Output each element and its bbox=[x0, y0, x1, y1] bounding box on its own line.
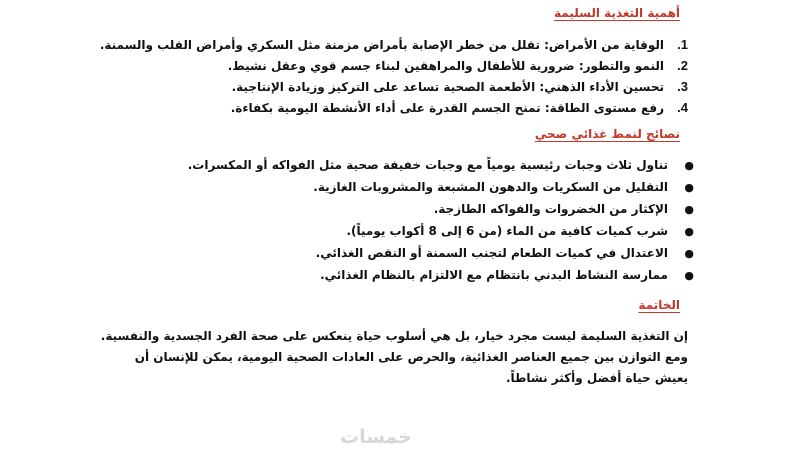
list-item bbox=[88, 79, 688, 100]
section-heading-tips: نصائح لنمط غذائي صحي bbox=[534, 127, 680, 141]
item-text: تحسين الأداء الذهني: الأطعمة الصحية تساعد على التركيز وزيادة الإنتاجية. bbox=[231, 80, 664, 94]
item-text: الإكثار من الخضروات والفواكه الطازجة. bbox=[433, 202, 668, 216]
list-item bbox=[88, 58, 688, 79]
bullet-icon: ● bbox=[684, 203, 694, 216]
item-number: 2. bbox=[677, 58, 688, 73]
section-heading-importance: أهمية التغذية السليمة bbox=[554, 6, 680, 20]
list-item bbox=[88, 37, 688, 58]
list-item bbox=[54, 268, 694, 290]
watermark-logo: خمسات bbox=[340, 426, 412, 448]
list-item bbox=[54, 224, 694, 246]
bullet-icon: ● bbox=[684, 225, 694, 238]
bullet-icon: ● bbox=[684, 159, 694, 172]
tips-list bbox=[54, 158, 694, 290]
importance-list bbox=[88, 37, 688, 121]
item-number: 4. bbox=[677, 100, 688, 115]
item-number: 1. bbox=[677, 37, 688, 52]
item-number: 3. bbox=[677, 79, 688, 94]
item-text: الوقاية من الأمراض: تقلل من خطر الإصابة بأمراض مزمنة مثل السكري وأمراض القلب والسمنة. bbox=[99, 38, 664, 52]
list-item bbox=[88, 100, 688, 121]
item-text: تناول ثلاث وجبات رئيسية يومياً مع وجبات خفيفة صحية مثل الفواكه أو المكسرات. bbox=[187, 158, 668, 172]
item-text: رفع مستوى الطاقة: تمنح الجسم القدرة على أداء الأنشطة اليومية بكفاءة. bbox=[230, 101, 664, 115]
bullet-icon: ● bbox=[684, 247, 694, 260]
list-item bbox=[54, 158, 694, 180]
list-item bbox=[54, 202, 694, 224]
item-text: الاعتدال في كميات الطعام لتجنب السمنة أو النقص الغذائي. bbox=[315, 246, 668, 260]
list-item bbox=[54, 246, 694, 268]
bullet-icon: ● bbox=[684, 181, 694, 194]
section-heading-conclusion: الخاتمة bbox=[638, 298, 680, 312]
conclusion-paragraph: إن التغذية السليمة ليست مجرد خيار، بل هي أسلوب حياة ينعكس على صحة الفرد الجسدية والنفسية. ومع التوازن بين جميع العناصر الغذائية، والحرص على العادات الصحية اليومية، يمكن للإنسان أن يعيش حياة أفضل وأكثر نشاطاً. bbox=[100, 329, 688, 385]
list-item bbox=[54, 180, 694, 202]
item-text: ممارسة النشاط البدني بانتظام مع الالتزام بالنظام الغذائي. bbox=[320, 268, 668, 282]
item-text: شرب كميات كافية من الماء (من 6 إلى 8 أكواب يومياً). bbox=[346, 224, 668, 238]
item-text: النمو والتطور: ضرورية للأطفال والمراهقين لبناء جسم قوي وعقل نشيط. bbox=[227, 59, 664, 73]
bullet-icon: ● bbox=[684, 269, 694, 282]
item-text: التقليل من السكريات والدهون المشبعة والمشروبات الغازية. bbox=[313, 180, 668, 194]
